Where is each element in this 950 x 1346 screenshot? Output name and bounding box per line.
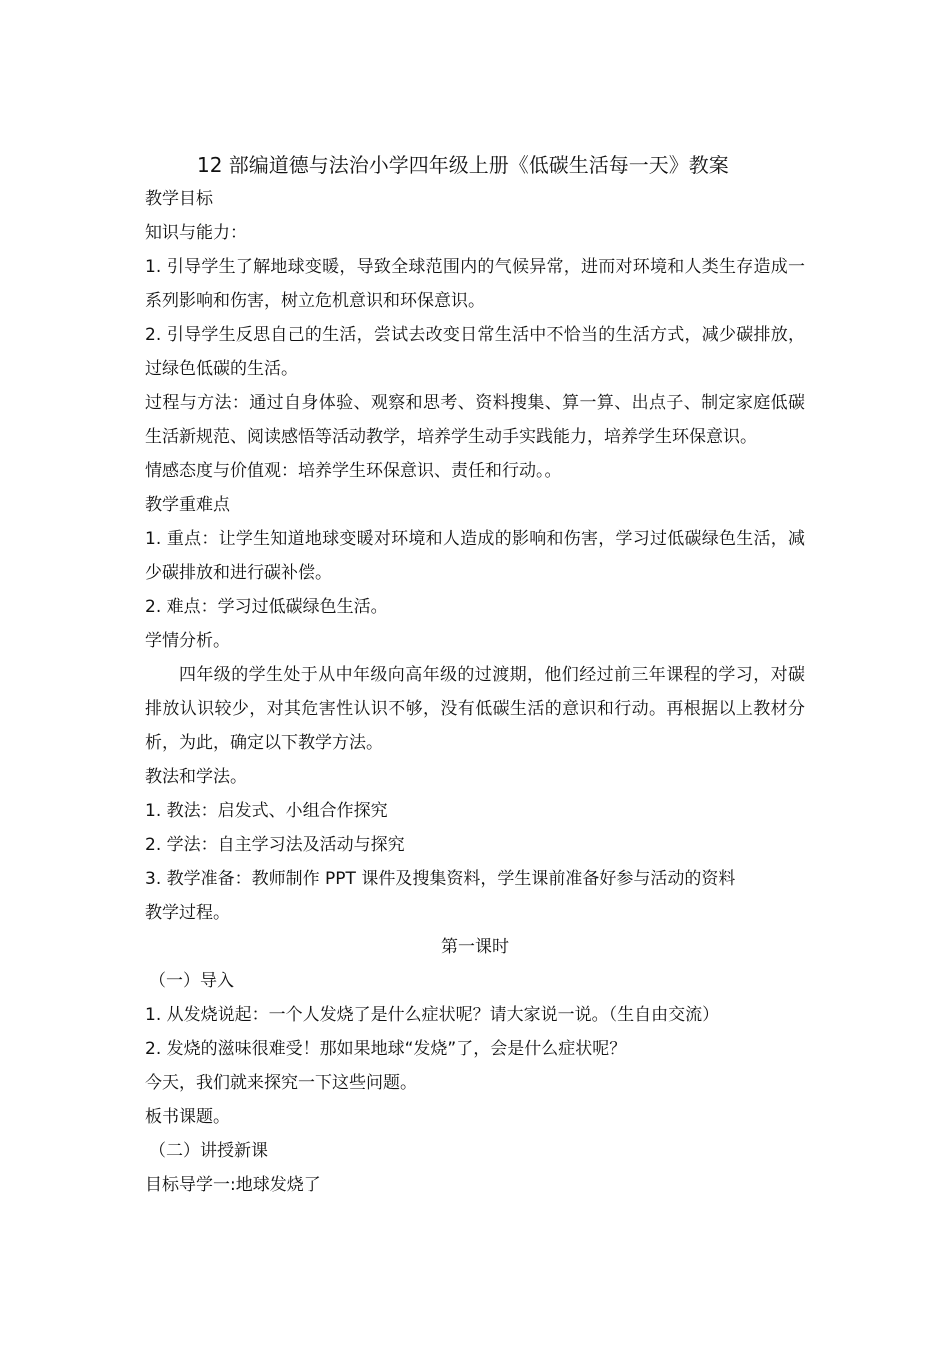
objective-item-1: 1. 引导学生了解地球变暖，导致全球范围内的气候异常，进而对环境和人类生存造成一系列影响和伤害，树立危机意识和环保意识。 — [145, 257, 805, 311]
method-item-3: 3. 教学准备：教师制作 PPT 课件及搜集资料，学生课前准备好参与活动的资料 — [145, 869, 736, 889]
heading-student-analysis: 学情分析。 — [145, 631, 230, 651]
key-point-item-1: 1. 重点：让学生知道地球变暖对环境和人造成的影响和伤害，学习过低碳绿色生活，减少碳排放和进行碳补偿。 — [145, 529, 805, 583]
heading-teaching-learning-methods: 教法和学法。 — [145, 767, 247, 787]
heading-teaching-process: 教学过程。 — [145, 903, 230, 923]
lesson-one-heading: 第一课时 — [441, 937, 509, 957]
method-item-1: 1. 教法：启发式、小组合作探究 — [145, 801, 388, 821]
key-point-item-2: 2. 难点：学习过低碳绿色生活。 — [145, 597, 388, 617]
goal-guide-one: 目标导学一:地球发烧了 — [145, 1175, 321, 1195]
student-analysis-paragraph: 四年级的学生处于从中年级向高年级的过渡期，他们经过前三年课程的学习，对碳排放认识较少，对其危害性认识不够，没有低碳生活的意识和行动。再根据以上教材分析，为此，确定以下教学方法。 — [145, 665, 805, 753]
document-title: 12 部编道德与法治小学四年级上册《低碳生活每一天》教案 — [197, 153, 729, 177]
emotion-attitude-values: 情感态度与价值观：培养学生环保意识、责任和行动。。 — [145, 461, 562, 481]
section-new-lesson: （二）讲授新课 — [149, 1141, 268, 1161]
introduction-item-2: 2. 发烧的滋味很难受！那如果地球“发烧”了，会是什么症状呢？ — [145, 1039, 627, 1059]
introduction-item-3: 今天，我们就来探究一下这些问题。 — [145, 1073, 417, 1093]
introduction-item-4: 板书课题。 — [145, 1107, 230, 1127]
heading-teaching-objectives: 教学目标 — [145, 189, 213, 209]
heading-knowledge-ability: 知识与能力： — [145, 223, 247, 243]
process-and-methods: 过程与方法：通过自身体验、观察和思考、资料搜集、算一算、出点子、制定家庭低碳生活新规范、阅读感悟等活动教学，培养学生动手实践能力，培养学生环保意识。 — [145, 393, 805, 447]
method-item-2: 2. 学法：自主学习法及活动与探究 — [145, 835, 405, 855]
heading-key-difficult-points: 教学重难点 — [145, 495, 230, 515]
introduction-item-1: 1. 从发烧说起：一个人发烧了是什么症状呢？请大家说一说。（生自由交流） — [145, 1005, 720, 1025]
objective-item-2: 2. 引导学生反思自己的生活，尝试去改变日常生活中不恰当的生活方式，减少碳排放，过绿色低碳的生活。 — [145, 325, 805, 379]
section-introduction: （一）导入 — [149, 971, 234, 991]
document-page — [145, 148, 805, 1202]
